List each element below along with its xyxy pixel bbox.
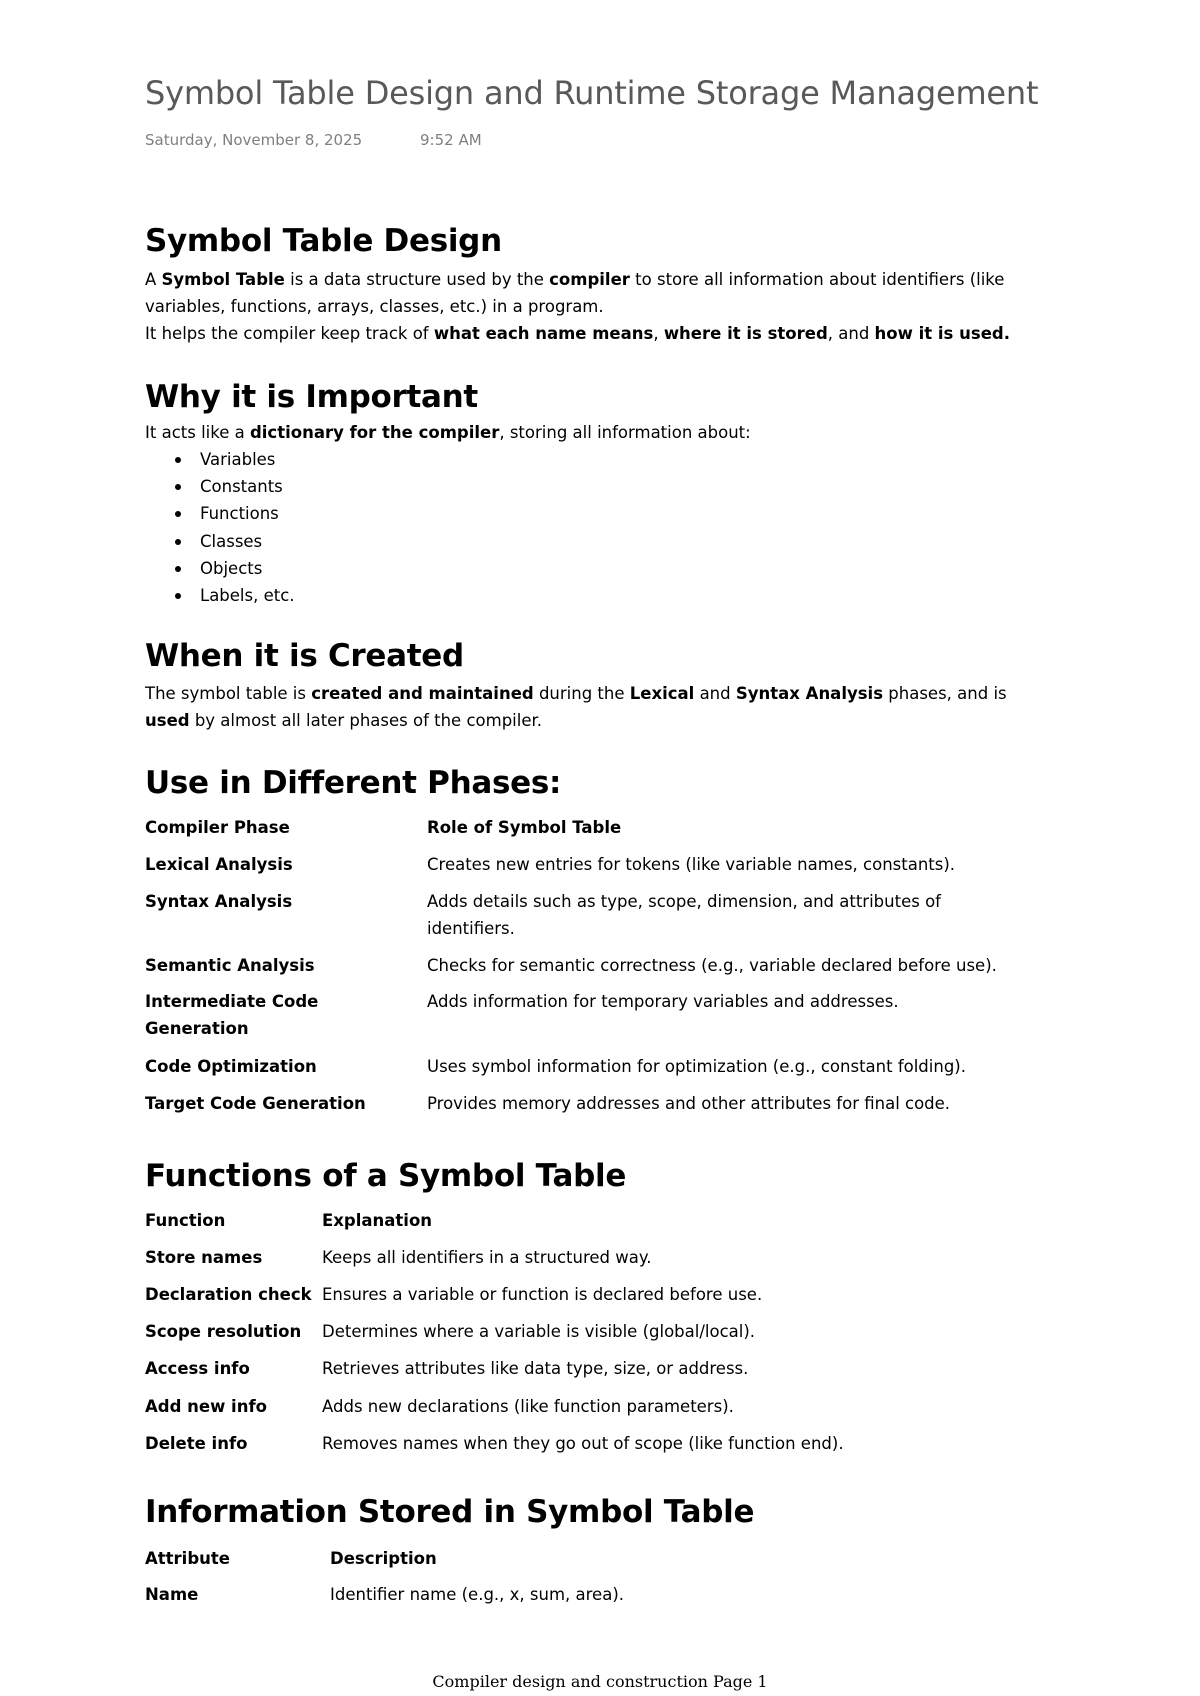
- table-information-stored: [145, 1545, 1045, 1618]
- page-title: Symbol Table Design and Runtime Storage Management: [145, 74, 1039, 112]
- table-cell-value: Creates new entries for tokens (like variable names, constants).: [427, 855, 956, 874]
- list-item: Constants: [145, 473, 295, 500]
- heading-why-important: Why it is Important: [145, 379, 478, 415]
- table-row: [145, 1281, 1045, 1318]
- table-cell-key: Store names: [145, 1248, 263, 1267]
- table-cell-key: Intermediate Code Generation: [145, 992, 319, 1038]
- table-row: [145, 1581, 1045, 1618]
- table-cell-key: Access info: [145, 1359, 250, 1378]
- table-cell-value: Adds information for temporary variables and addresses.: [427, 992, 899, 1011]
- table-row: [145, 952, 1050, 988]
- table-row: [145, 1090, 1050, 1127]
- table-header-cell: Role of Symbol Table: [427, 818, 622, 837]
- page-date: Saturday, November 8, 2025: [145, 131, 363, 149]
- table-header-cell: Compiler Phase: [145, 818, 290, 837]
- paragraph-when-created: The symbol table is created and maintained during the Lexical and Syntax Analysis phases, and is used by almost all later phases of the compiler.: [145, 684, 1007, 730]
- table-row: [145, 1318, 1045, 1355]
- table-header-row: [145, 1545, 1045, 1581]
- table-cell-key: Syntax Analysis: [145, 892, 293, 911]
- table-cell-key: Name: [145, 1585, 199, 1604]
- heading-symbol-table-design: Symbol Table Design: [145, 223, 502, 259]
- table-cell-key: Lexical Analysis: [145, 855, 293, 874]
- list-item: Variables: [145, 446, 295, 473]
- list-item: Functions: [145, 500, 295, 527]
- paragraph-why-important: It acts like a dictionary for the compiler, storing all information about:: [145, 423, 751, 442]
- list-item: Objects: [145, 555, 295, 582]
- table-row: [145, 1430, 1045, 1467]
- table-cell-value: Retrieves attributes like data type, size, or address.: [322, 1359, 749, 1378]
- table-header-cell: Function: [145, 1211, 226, 1230]
- table-cell-key: Delete info: [145, 1434, 248, 1453]
- table-cell-value: Adds details such as type, scope, dimension, and attributes of identifiers.: [427, 892, 941, 938]
- table-cell-value: Ensures a variable or function is declared before use.: [322, 1285, 763, 1304]
- table-cell-key: Add new info: [145, 1397, 267, 1416]
- table-cell-value: Adds new declarations (like function parameters).: [322, 1397, 734, 1416]
- table-row: [145, 1244, 1045, 1281]
- bullet-list: [145, 446, 295, 609]
- table-row: [145, 851, 1050, 888]
- table-cell-key: Declaration check: [145, 1285, 312, 1304]
- heading-use-in-phases: Use in Different Phases:: [145, 765, 562, 801]
- table-cell-value: Keeps all identifiers in a structured way.: [322, 1248, 652, 1267]
- list-item: Classes: [145, 528, 295, 555]
- heading-functions: Functions of a Symbol Table: [145, 1158, 627, 1194]
- table-phases: [145, 814, 1050, 1127]
- table-cell-key: Scope resolution: [145, 1322, 302, 1341]
- table-header-row: [145, 1207, 1045, 1244]
- table-row: [145, 1355, 1045, 1393]
- table-cell-value: Removes names when they go out of scope (like function end).: [322, 1434, 844, 1453]
- page-time: 9:52 AM: [420, 131, 482, 149]
- table-row: [145, 888, 1050, 952]
- table-row: [145, 988, 1050, 1053]
- table-header-cell: Attribute: [145, 1549, 230, 1568]
- table-header-row: [145, 814, 1050, 851]
- table-cell-key: Target Code Generation: [145, 1094, 366, 1113]
- table-header-cell: Description: [330, 1549, 437, 1568]
- table-functions: [145, 1207, 1045, 1467]
- page-footer: Compiler design and construction Page 1: [432, 1672, 768, 1691]
- table-row: [145, 1053, 1050, 1090]
- table-row: [145, 1393, 1045, 1430]
- paragraph-symbol-table-definition: A Symbol Table is a data structure used by the compiler to store all information about identifiers (like variables, functions, arrays, classes, etc.) in a program. It helps the compiler keep track of what each name means, where it is stored, and how it is used.: [145, 270, 1010, 343]
- table-header-cell: Explanation: [322, 1211, 433, 1230]
- heading-when-created: When it is Created: [145, 638, 464, 674]
- table-cell-value: Checks for semantic correctness (e.g., variable declared before use).: [427, 956, 997, 975]
- heading-information-stored: Information Stored in Symbol Table: [145, 1494, 755, 1530]
- list-item: Labels, etc.: [145, 582, 295, 609]
- table-cell-value: Determines where a variable is visible (global/local).: [322, 1322, 756, 1341]
- table-cell-key: Semantic Analysis: [145, 956, 315, 975]
- table-cell-value: Provides memory addresses and other attributes for final code.: [427, 1094, 951, 1113]
- table-cell-key: Code Optimization: [145, 1057, 317, 1076]
- table-cell-value: Uses symbol information for optimization (e.g., constant folding).: [427, 1057, 966, 1076]
- table-cell-value: Identifier name (e.g., x, sum, area).: [330, 1585, 625, 1604]
